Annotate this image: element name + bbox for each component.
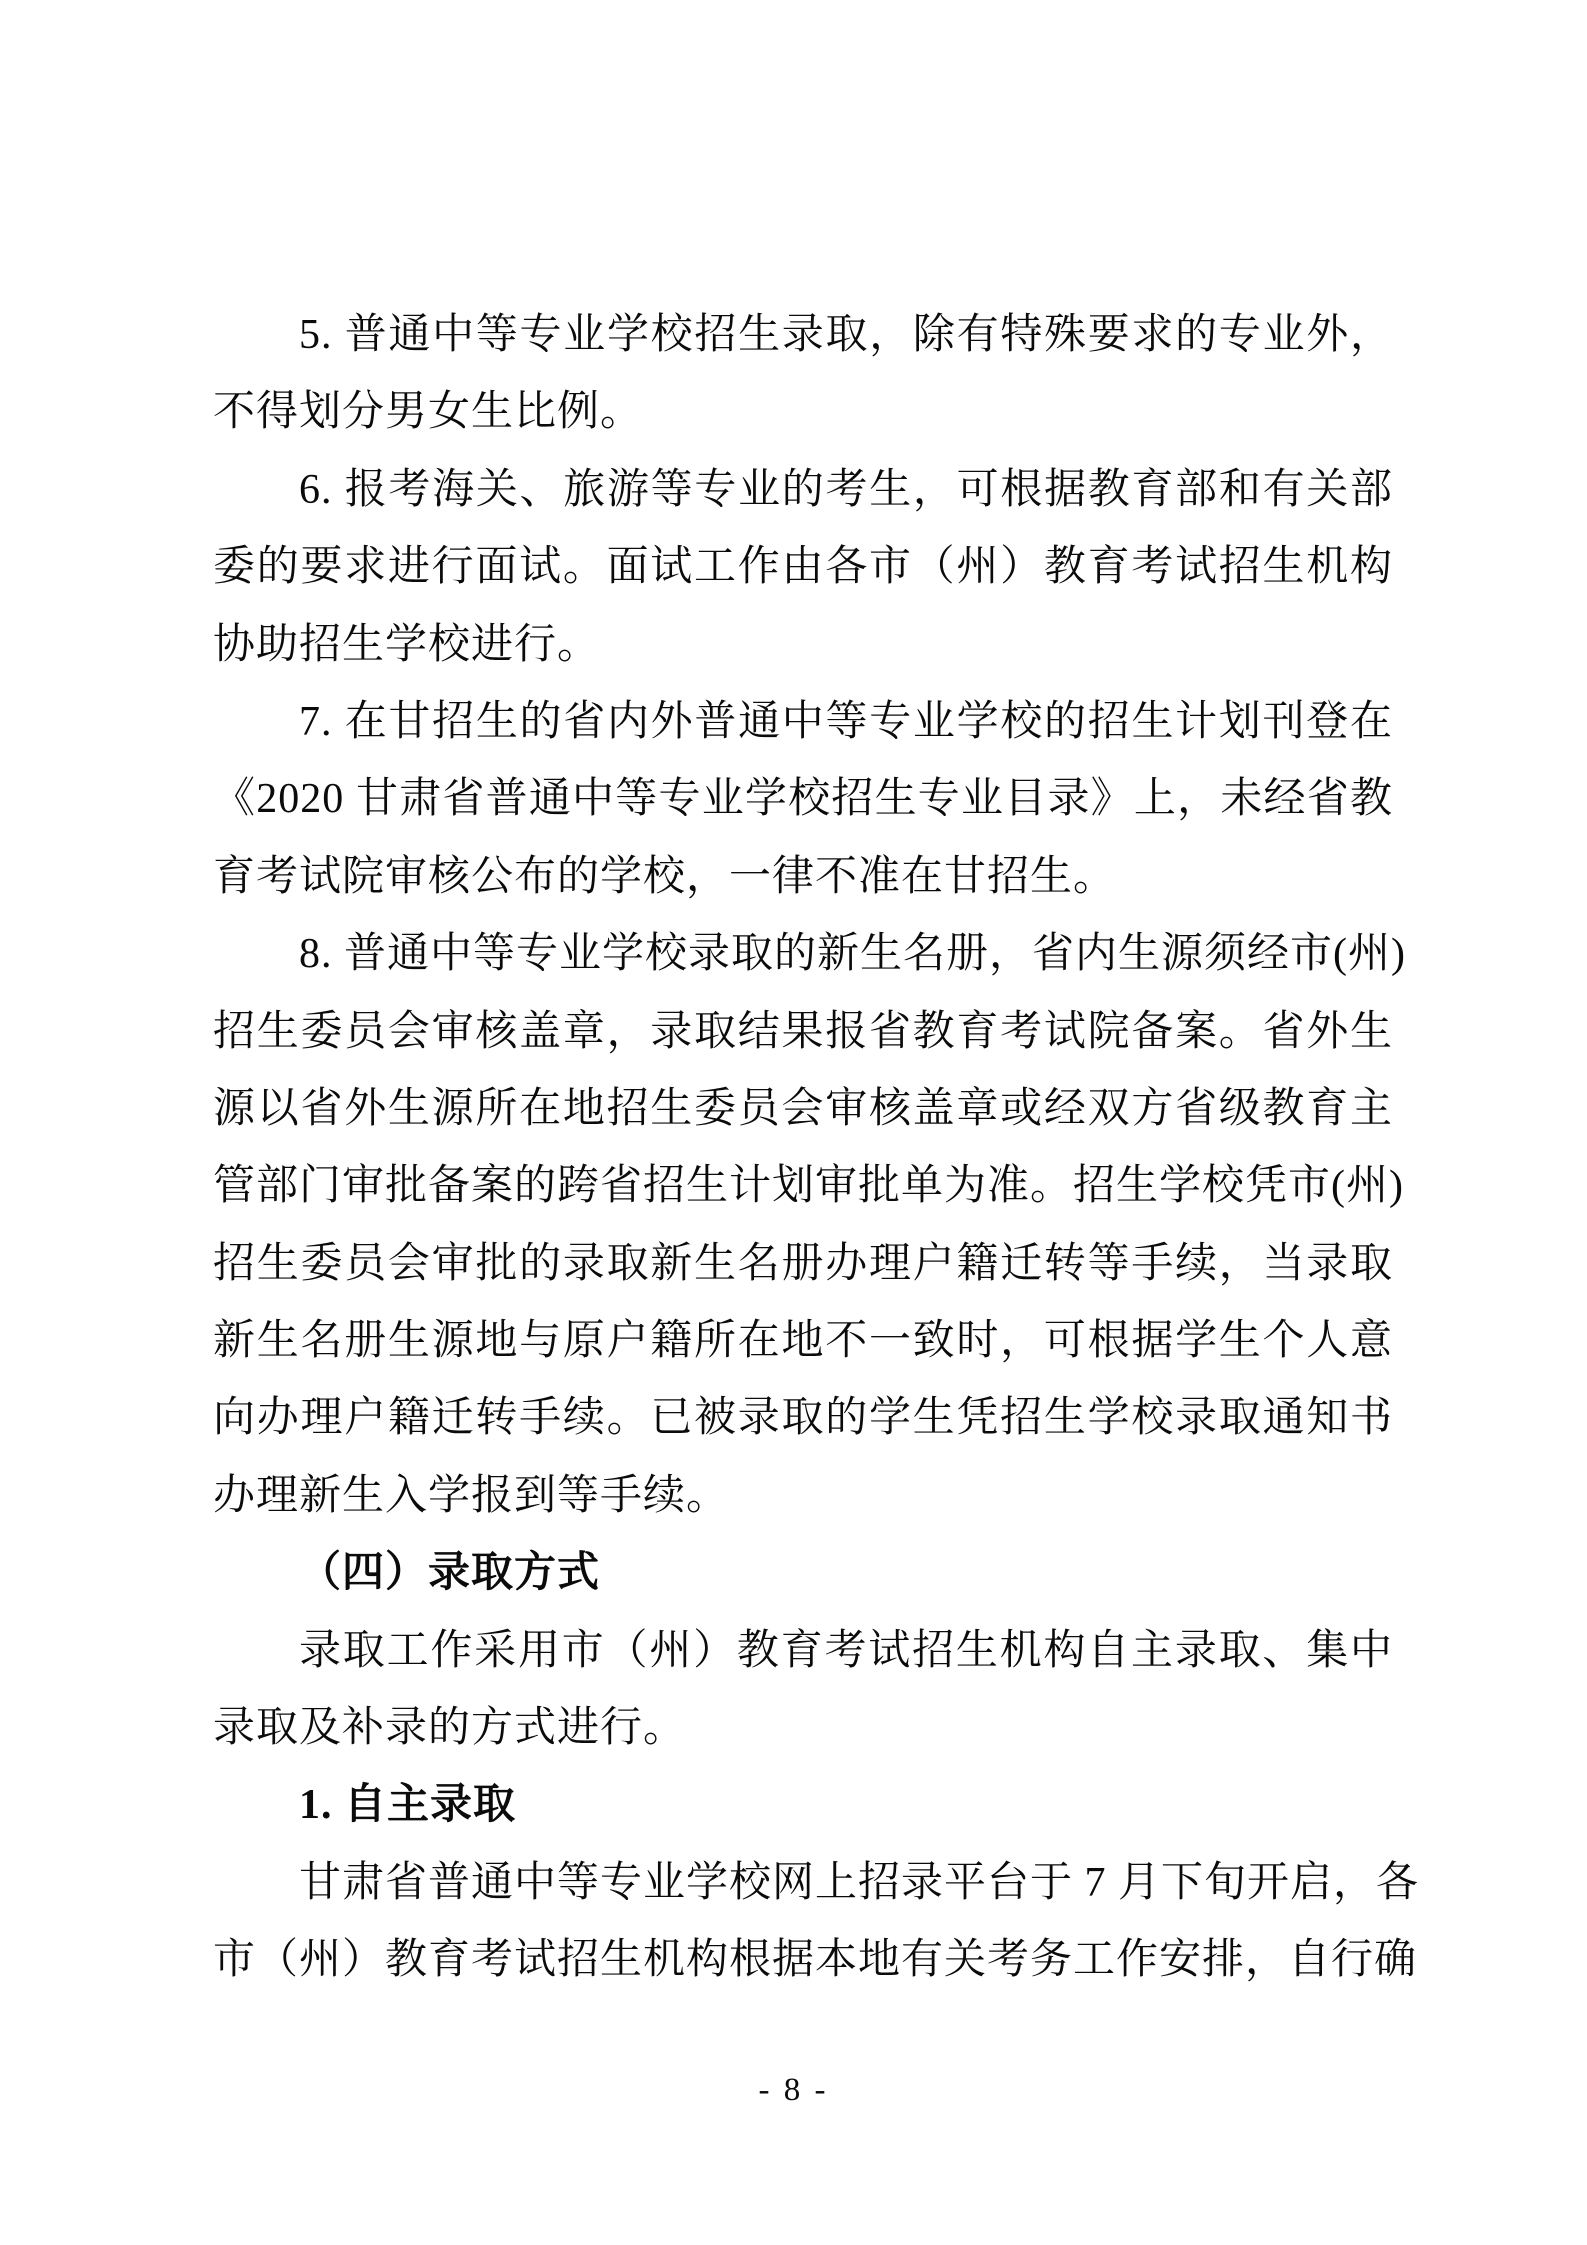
document-line: 8. 普通中等专业学校录取的新生名册，省内生源须经市(州) bbox=[299, 931, 1406, 978]
document-line: 5. 普通中等专业学校招生录取，除有特殊要求的专业外， bbox=[299, 312, 1393, 358]
document-line: 录取及补录的方式进行。 bbox=[213, 1705, 687, 1752]
page-number: - 8 - bbox=[758, 2072, 829, 2108]
document-line: 新生名册生源地与原户籍所在地不一致时，可根据学生个人意 bbox=[213, 1318, 1393, 1365]
text-block bbox=[213, 297, 1420, 2000]
document-line: 向办理户籍迁转手续。已被录取的学生凭招生学校录取通知书 bbox=[213, 1395, 1393, 1442]
document-line: （四）录取方式 bbox=[299, 1550, 601, 1597]
document-line: 不得划分男女生比例。 bbox=[213, 389, 644, 436]
document-line: 《2020 甘肃省普通中等专业学校招生专业目录》上，未经省教 bbox=[213, 776, 1393, 823]
document-line: 市（州）教育考试招生机构根据本地有关考务工作安排，自行确 bbox=[213, 1937, 1418, 1984]
document-line: 1. 自主录取 bbox=[299, 1782, 517, 1829]
document-line: 协助招生学校进行。 bbox=[213, 621, 601, 668]
document-line: 招生委员会审核盖章，录取结果报省教育考试院备案。省外生 bbox=[213, 1008, 1393, 1055]
document-line: 委的要求进行面试。面试工作由各市（州）教育考试招生机构 bbox=[213, 544, 1393, 591]
document-line: 管部门审批备案的跨省招生计划审批单为准。招生学校凭市(州) bbox=[213, 1163, 1404, 1210]
document-line: 源以省外生源所在地招生委员会审核盖章或经双方省级教育主 bbox=[213, 1085, 1393, 1132]
document-line: 7. 在甘招生的省内外普通中等专业学校的招生计划刊登在 bbox=[299, 698, 1393, 745]
document-line: 育考试院审核公布的学校，一律不准在甘招生。 bbox=[213, 853, 1117, 900]
document-line: 招生委员会审批的录取新生名册办理户籍迁转等手续，当录取 bbox=[213, 1240, 1393, 1287]
document-line: 办理新生入学报到等手续。 bbox=[213, 1472, 730, 1519]
document-line: 甘肃省普通中等专业学校网上招录平台于 7 月下旬开启，各 bbox=[299, 1859, 1420, 1906]
document-line: 6. 报考海关、旅游等专业的考生，可根据教育部和有关部 bbox=[299, 466, 1393, 513]
document-line: 录取工作采用市（州）教育考试招生机构自主录取、集中 bbox=[299, 1627, 1393, 1674]
